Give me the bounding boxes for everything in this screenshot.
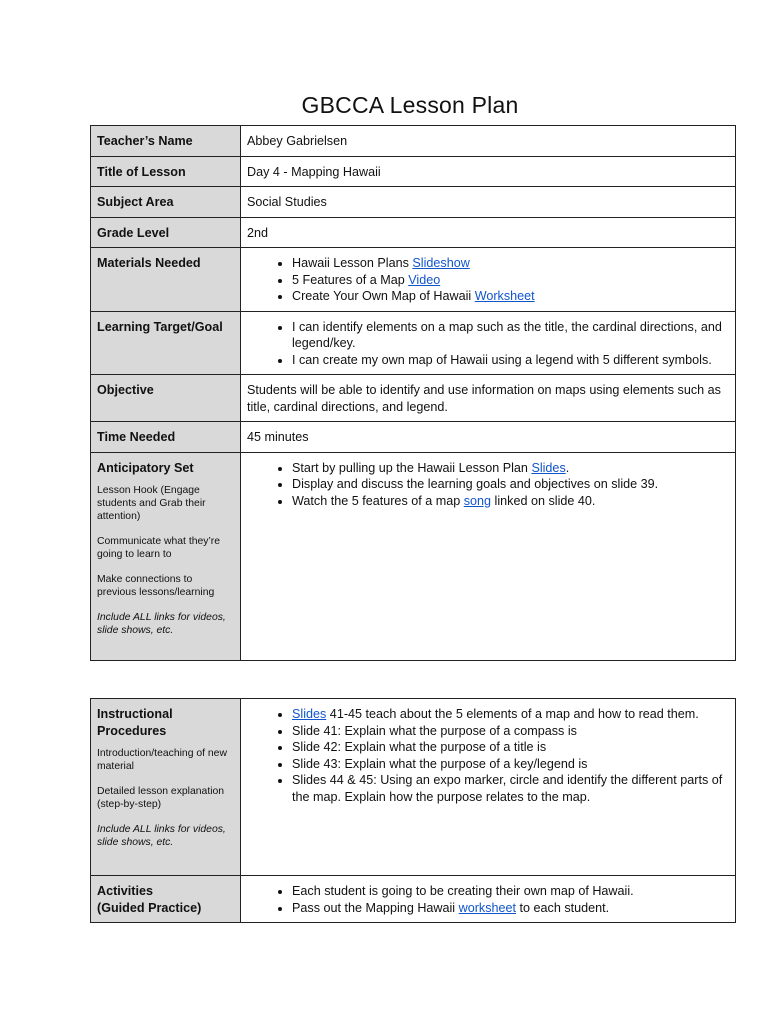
value-teacher-name: Abbey Gabrielsen — [241, 126, 736, 157]
list-item: • Pass out the Mapping Hawaii worksheet to each student. — [292, 900, 728, 917]
value-grade-level: 2nd — [241, 217, 736, 248]
row-anticipatory-set — [91, 452, 736, 660]
slides-link[interactable]: Slides — [531, 460, 566, 475]
anticipatory-sub-hook: Lesson Hook (Engage students and Grab their attention) — [97, 485, 206, 522]
label-objective: Objective — [91, 375, 241, 422]
label-grade-level: Grade Level — [91, 217, 241, 248]
lesson-plan-table-1 — [90, 125, 736, 661]
lesson-plan-table-2 — [90, 698, 736, 923]
list-item: • I can create my own map of Hawaii using a legend with 5 different symbols. — [292, 352, 728, 369]
instructional-sub-include-links: Include ALL links for videos, slide shows, etc. — [97, 824, 226, 848]
worksheet-link[interactable]: worksheet — [458, 900, 517, 915]
label-teacher-name: Teacher’s Name — [91, 126, 241, 157]
anticipatory-list — [247, 460, 728, 510]
label-anticipatory-set-title: Anticipatory Set — [97, 460, 194, 475]
learning-target-list — [247, 319, 728, 369]
row-objective — [91, 375, 736, 422]
row-learning-target — [91, 311, 736, 375]
label-materials-needed: Materials Needed — [91, 248, 241, 312]
label-instructional-procedures-title: Instructional Procedures — [97, 707, 173, 738]
row-teacher-name — [91, 126, 736, 157]
list-item: • Slide 41: Explain what the purpose of a compass is — [292, 723, 728, 740]
row-materials-needed — [91, 248, 736, 312]
value-learning-target — [241, 311, 736, 375]
list-item: • Slides 41-45 teach about the 5 elements of a map and how to read them. — [292, 706, 728, 723]
list-item: • Display and discuss the learning goals and objectives on slide 39. — [292, 476, 728, 493]
list-item: • 5 Features of a Map Video — [292, 272, 728, 289]
instructional-list — [247, 706, 728, 805]
row-subject-area — [91, 187, 736, 218]
list-item: • Slides 44 & 45: Using an expo marker, circle and identify the different parts of the map. Explain how the purpose relates to the map. — [292, 772, 728, 805]
materials-list — [247, 255, 728, 305]
value-anticipatory-set — [241, 452, 736, 660]
row-grade-level — [91, 217, 736, 248]
list-item: • Slide 42: Explain what the purpose of a title is — [292, 739, 728, 756]
list-item: • I can identify elements on a map such as the title, the cardinal directions, and legend/key. — [292, 319, 728, 352]
list-item: • Watch the 5 features of a map song linked on slide 40. — [292, 493, 728, 510]
label-learning-target: Learning Target/Goal — [91, 311, 241, 375]
list-item: • Hawaii Lesson Plans Slideshow — [292, 255, 728, 272]
instructional-sub-introduction: Introduction/teaching of new material — [97, 748, 227, 772]
value-materials-needed — [241, 248, 736, 312]
value-title-of-lesson: Day 4 - Mapping Hawaii — [241, 156, 736, 187]
row-title-of-lesson — [91, 156, 736, 187]
list-item: • Create Your Own Map of Hawaii Worksheet — [292, 288, 728, 305]
anticipatory-sub-communicate: Communicate what they’re going to learn to — [97, 536, 221, 560]
label-activities — [91, 876, 241, 923]
row-time-needed — [91, 422, 736, 453]
activities-list — [247, 883, 728, 916]
video-link[interactable]: Video — [408, 272, 441, 287]
label-subject-area: Subject Area — [91, 187, 241, 218]
list-item: • Each student is going to be creating their own map of Hawaii. — [292, 883, 728, 900]
label-instructional-procedures — [91, 699, 241, 876]
value-subject-area: Social Studies — [241, 187, 736, 218]
label-time-needed: Time Needed — [91, 422, 241, 453]
list-item: • Slide 43: Explain what the purpose of a key/legend is — [292, 756, 728, 773]
instructional-sub-detailed: Detailed lesson explanation (step-by-step) — [97, 786, 225, 810]
row-instructional-procedures — [91, 699, 736, 876]
label-anticipatory-set — [91, 452, 241, 660]
row-activities — [91, 876, 736, 923]
song-link[interactable]: song — [463, 493, 492, 508]
anticipatory-sub-include-links: Include ALL links for videos, slide shows, etc. — [97, 612, 226, 636]
value-instructional-procedures — [241, 699, 736, 876]
slides-link[interactable]: Slides — [292, 707, 327, 721]
label-title-of-lesson: Title of Lesson — [91, 156, 241, 187]
anticipatory-sub-connections: Make connections to previous lessons/learning — [97, 574, 215, 598]
page-title: GBCCA Lesson Plan — [301, 92, 519, 118]
label-activities-subtitle: (Guided Practice) — [97, 900, 202, 915]
value-objective: Students will be able to identify and use information on maps using elements such as title, cardinal directions, and legend. — [241, 375, 736, 422]
label-activities-title: Activities — [97, 884, 153, 898]
list-item: • Start by pulling up the Hawaii Lesson Plan Slides. — [292, 460, 728, 477]
slideshow-link[interactable]: Slideshow — [412, 256, 470, 270]
worksheet-link[interactable]: Worksheet — [474, 289, 535, 303]
value-activities — [241, 876, 736, 923]
value-time-needed: 45 minutes — [241, 422, 736, 453]
